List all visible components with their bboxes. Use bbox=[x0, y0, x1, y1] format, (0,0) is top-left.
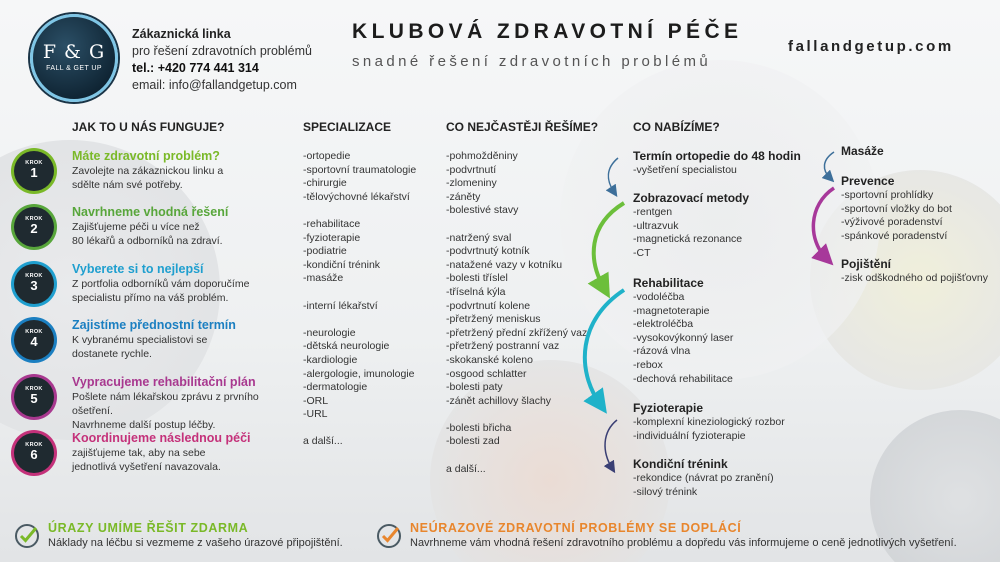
offer-item: -vysokovýkonný laser bbox=[633, 331, 734, 344]
offer-ortho bbox=[633, 149, 823, 178]
arrow-massage-prevention bbox=[824, 152, 834, 178]
offer-title: Prevence bbox=[841, 174, 895, 188]
list-item: a další... bbox=[303, 435, 343, 448]
list-item: -rehabilitace bbox=[303, 217, 361, 230]
arrow-ortho-imaging bbox=[608, 158, 618, 192]
list-item: -záněty bbox=[446, 190, 481, 203]
list-item: -podvrtnutí bbox=[446, 163, 497, 176]
list-item: -osgood schlatter bbox=[446, 367, 527, 380]
step-title: Vyberete si to nejlepší bbox=[72, 262, 204, 276]
list-item: -natažené vazy v kotníku bbox=[446, 258, 563, 271]
column-header-offer: CO NABÍZÍME? bbox=[633, 120, 720, 134]
arrow-imaging-rehab bbox=[594, 203, 624, 288]
offer-title: Rehabilitace bbox=[633, 276, 704, 290]
offer-insurance bbox=[841, 257, 1000, 286]
offer-prevention bbox=[841, 174, 1000, 243]
step-description: zajišťujeme tak, aby na sebe bbox=[72, 447, 206, 459]
footer-injury-title: ÚRAZY UMÍME ŘEŠIT ZDARMA bbox=[48, 521, 249, 535]
step-description: Navrhneme další postup léčby. bbox=[72, 419, 216, 431]
step-badge-label: KROK bbox=[25, 386, 43, 392]
offer-item: -magnetoterapie bbox=[633, 304, 710, 317]
step-badge-number: 5 bbox=[30, 391, 38, 406]
list-item: -bolesti tříslel bbox=[446, 272, 508, 285]
offer-title: Kondiční trénink bbox=[633, 457, 728, 471]
step-description: 80 lékařů a odborníků na zdraví. bbox=[72, 235, 223, 247]
offer-item: -individuální fyzioterapie bbox=[633, 429, 746, 442]
step-badge-number: 4 bbox=[30, 334, 38, 349]
step-title: Máte zdravotní problém? bbox=[72, 149, 220, 163]
offer-item: -rázová vlna bbox=[633, 345, 691, 358]
list-item: -přetržený meniskus bbox=[446, 313, 541, 326]
step-badge-number: 6 bbox=[30, 447, 38, 462]
offer-item: -ultrazvuk bbox=[633, 219, 679, 232]
offer-item: -dechová rehabilitace bbox=[633, 372, 733, 385]
offer-item: -sportovní prohlídky bbox=[841, 189, 934, 201]
list-item: -přetržený přední zkřížený vaz bbox=[446, 326, 588, 339]
list-item: -interní lékařství bbox=[303, 299, 378, 312]
offer-item: -výživové poradenství bbox=[841, 216, 943, 229]
step-badge-number: 1 bbox=[30, 165, 38, 180]
list-item: -podvrtnutí kolene bbox=[446, 299, 531, 312]
step-description: Pošlete nám lékařskou zprávu z prvního ošetření. bbox=[72, 391, 259, 417]
offer-item: -CT bbox=[633, 246, 651, 259]
offer-condition bbox=[633, 457, 823, 499]
list-item: a další... bbox=[446, 462, 486, 475]
step-title: Navrhneme vhodná řešení bbox=[72, 205, 229, 219]
step-badge-label: KROK bbox=[25, 273, 43, 279]
list-item: -ORL bbox=[303, 394, 329, 407]
list-item: -bolesti zad bbox=[446, 435, 500, 448]
list-item: -neurologie bbox=[303, 326, 356, 339]
list-item: -kondiční trénink bbox=[303, 258, 381, 271]
list-item: -kardiologie bbox=[303, 353, 358, 366]
checkmark-icon bbox=[376, 523, 402, 549]
offer-item: -spánkové poradenství bbox=[841, 229, 948, 242]
list-item: -sportovní traumatologie bbox=[303, 163, 417, 176]
contact-phone[interactable]: tel.: +420 774 441 314 bbox=[132, 61, 259, 75]
offer-item: -vodoléčba bbox=[633, 291, 685, 303]
step-description: Z portfolia odborníků vám doporučíme bbox=[72, 278, 250, 290]
step-badge-label: KROK bbox=[25, 216, 43, 222]
step-title: Zajistíme přednostní termín bbox=[72, 318, 236, 332]
list-item: -skokanské koleno bbox=[446, 353, 533, 366]
list-item: -dětská neurologie bbox=[303, 340, 390, 353]
list-item: -podiatrie bbox=[303, 245, 347, 258]
step-description: dostanete rychle. bbox=[72, 348, 152, 360]
column-header-specializations: SPECIALIZACE bbox=[303, 120, 392, 134]
step-badge-label: KROK bbox=[25, 329, 43, 335]
footer-injury bbox=[14, 521, 374, 551]
page-subtitle: snadné řešení zdravotních problémů bbox=[352, 53, 712, 70]
list-item: -zánět achillovy šlachy bbox=[446, 394, 552, 407]
offer-item: -vyšetření specialistou bbox=[633, 164, 737, 176]
offer-title: Fyzioterapie bbox=[633, 401, 704, 415]
list-item: -bolestivé stavy bbox=[446, 204, 519, 217]
page-title: KLUBOVÁ ZDRAVOTNÍ PÉČE bbox=[352, 20, 743, 43]
column-header-problems: CO NEJČASTĚJI ŘEŠÍME? bbox=[446, 120, 599, 134]
step-description: Zavolejte na zákaznickou linku a bbox=[72, 165, 224, 177]
step-badge-label: KROK bbox=[25, 442, 43, 448]
arrow-physio-condition bbox=[605, 420, 617, 468]
list-item: -bolesti břicha bbox=[446, 421, 512, 434]
list-item: -natržený sval bbox=[446, 231, 512, 244]
offer-physio bbox=[633, 401, 823, 443]
list-item: -fyzioterapie bbox=[303, 231, 361, 244]
list-item: -alergologie, imunologie bbox=[303, 367, 415, 380]
step-badge-label: KROK bbox=[25, 160, 43, 166]
offer-item: -silový trénink bbox=[633, 485, 698, 498]
offer-item: -magnetická rezonance bbox=[633, 233, 743, 246]
offer-title: Zobrazovací metody bbox=[633, 191, 750, 205]
offer-item: -elektroléčba bbox=[633, 318, 694, 331]
list-item: -bolesti paty bbox=[446, 381, 503, 394]
offer-imaging bbox=[633, 191, 823, 260]
offer-title: Pojištění bbox=[841, 257, 892, 271]
offer-item: -zisk odškodného od pojišťovny bbox=[841, 272, 988, 284]
list-item: -podvrtnutý kotník bbox=[446, 245, 530, 258]
offer-title: Masáže bbox=[841, 144, 884, 158]
offer-item: -komplexní kineziologický rozbor bbox=[633, 416, 785, 428]
footer-injury-text: Náklady na léčbu si vezmeme z vašeho úrazové připojištění. bbox=[48, 537, 343, 549]
website-link[interactable]: fallandgetup.com bbox=[788, 38, 954, 55]
list-item: -masáže bbox=[303, 272, 344, 285]
contact-title: Zákaznická linka bbox=[132, 27, 231, 41]
offer-title: Termín ortopedie do 48 hodin bbox=[633, 149, 801, 163]
contact-subtitle: pro řešení zdravotních problémů bbox=[132, 44, 312, 58]
offer-item: -sportovní vložky do bot bbox=[841, 202, 952, 215]
step-description: jednotlivá vyšetření navazovala. bbox=[72, 461, 221, 473]
step-title: Koordinujeme následnou péči bbox=[72, 431, 251, 445]
footer-noninjury bbox=[376, 521, 996, 551]
step-description: sdělte nám své potřeby. bbox=[72, 179, 183, 191]
list-item: -URL bbox=[303, 408, 328, 421]
footer-noninjury-title: NEÚRAZOVÉ ZDRAVOTNÍ PROBLÉMY SE DOPLÁCÍ bbox=[410, 521, 742, 535]
offer-item: -rebox bbox=[633, 358, 663, 371]
list-item: -tělovýchovné lékařství bbox=[303, 190, 410, 203]
list-item: -přetržený postranní vaz bbox=[446, 340, 560, 353]
logo-subtitle: FALL & GET UP bbox=[46, 65, 102, 72]
step-description: Zajišťujeme péči u více než bbox=[72, 221, 200, 233]
list-item: -zlomeniny bbox=[446, 177, 497, 190]
column-header-how: JAK TO U NÁS FUNGUJE? bbox=[72, 120, 225, 134]
list-item: -pohmožděniny bbox=[446, 150, 518, 162]
logo-monogram: F & G bbox=[42, 41, 106, 63]
step-badge-number: 3 bbox=[30, 278, 38, 293]
list-item: -chirurgie bbox=[303, 177, 347, 190]
footer-noninjury-text: Navrhneme vám vhodná řešení zdravotního problému a dopředu vás informujeme o ceně jednotlivých vyšetření. bbox=[410, 537, 957, 549]
checkmark-icon bbox=[14, 523, 40, 549]
step-description: specialistu přímo na váš problém. bbox=[72, 292, 229, 304]
contact-email[interactable]: email: info@fallandgetup.com bbox=[132, 78, 297, 92]
step-badge-number: 2 bbox=[30, 221, 38, 236]
list-item: -tříselná kýla bbox=[446, 285, 506, 298]
arrow-rehab-physio bbox=[585, 290, 624, 404]
offer-item: -rekondice (návrat po zranění) bbox=[633, 472, 774, 484]
list-item: -dermatologie bbox=[303, 381, 368, 394]
step-description: K vybranému specialistovi se bbox=[72, 334, 208, 346]
list-item: -ortopedie bbox=[303, 150, 351, 162]
offer-rehab bbox=[633, 276, 823, 386]
offer-massage bbox=[841, 144, 1000, 159]
offer-item: -rentgen bbox=[633, 206, 673, 218]
step-title: Vypracujeme rehabilitační plán bbox=[72, 375, 256, 389]
